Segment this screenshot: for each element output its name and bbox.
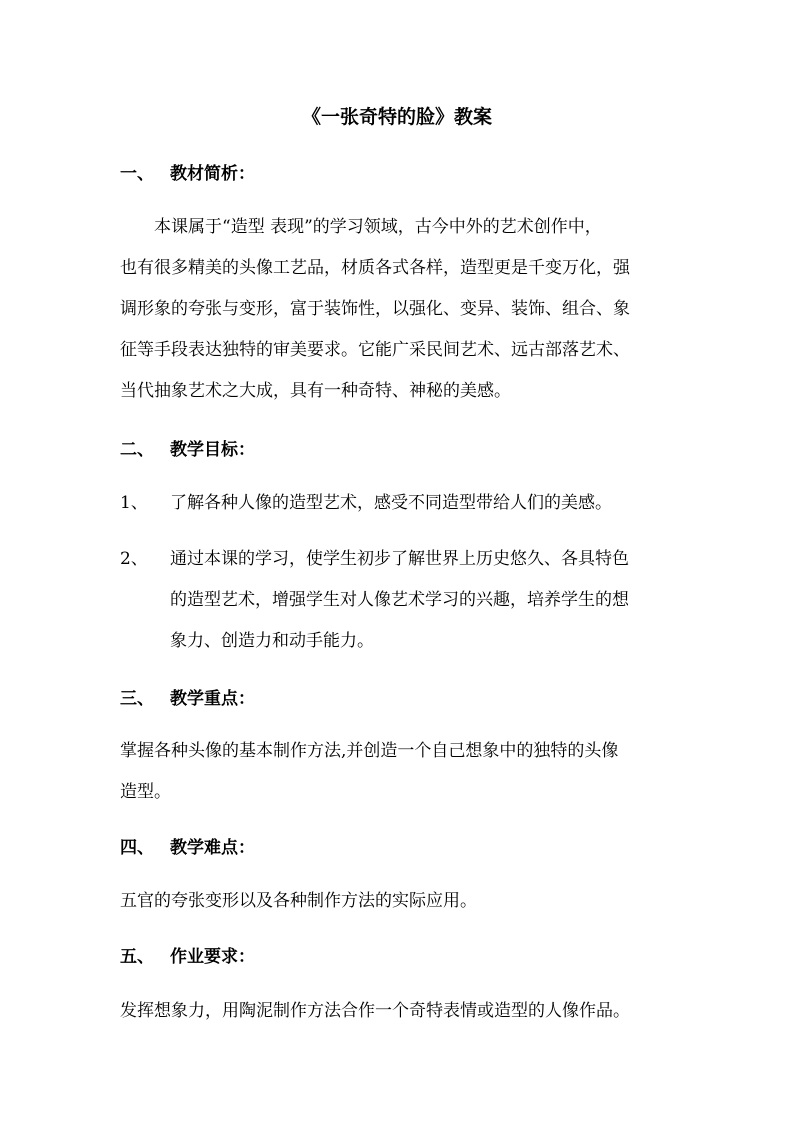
list-item-body bbox=[170, 483, 680, 524]
section-assignment-paragraph bbox=[120, 991, 675, 1032]
section-heading-analysis bbox=[120, 161, 255, 187]
paragraph-line: 发挥想象力，用陶泥制作方法合作一个奇特表情或造型的人像作品。 bbox=[120, 1001, 630, 1021]
list-marker: 1、 bbox=[120, 493, 148, 513]
paragraph-line: 五官的夸张变形以及各种制作方法的实际应用。 bbox=[120, 891, 477, 911]
section-heading-difficulties bbox=[120, 835, 255, 861]
section-number: 四、 bbox=[120, 838, 154, 858]
section-heading-key-points bbox=[120, 686, 255, 712]
list-item-line: 了解各种人像的造型艺术，感受不同造型带给人们的美感。 bbox=[170, 493, 612, 513]
list-item-body bbox=[170, 539, 680, 662]
section-heading-label: 教材简析： bbox=[170, 164, 255, 184]
section-key-points-paragraph bbox=[120, 731, 675, 813]
section-heading-label: 教学重点： bbox=[170, 689, 255, 709]
paragraph-line: 掌握各种头像的基本制作方法,并创造一个自己想象中的独特的头像 bbox=[120, 741, 619, 761]
section-heading-label: 教学目标： bbox=[170, 440, 255, 460]
list-marker: 2、 bbox=[120, 549, 148, 569]
section-number: 三、 bbox=[120, 689, 154, 709]
section-number: 五、 bbox=[120, 947, 154, 967]
paragraph-line: 征等手段表达独特的审美要求。它能广采民间艺术、远古部落艺术、 bbox=[120, 340, 630, 360]
section-difficulties-paragraph bbox=[120, 881, 675, 922]
list-item-line: 通过本课的学习，使学生初步了解世界上历史悠久、各具特色 bbox=[170, 549, 629, 569]
list-item-line: 象力、创造力和动手能力。 bbox=[170, 631, 374, 651]
section-heading-assignment bbox=[120, 944, 255, 970]
paragraph-line: 也有很多精美的头像工艺品，材质各式各样，造型更是千变万化，强 bbox=[120, 258, 630, 278]
page-title: 《一张奇特的脸》教案 bbox=[301, 106, 492, 128]
section-heading-goals bbox=[120, 437, 255, 463]
section-number: 一、 bbox=[120, 164, 154, 184]
paragraph-line: 造型。 bbox=[120, 782, 171, 802]
goal-list-item bbox=[120, 483, 680, 524]
section-heading-label: 作业要求： bbox=[170, 947, 255, 967]
list-item-line: 的造型艺术，增强学生对人像艺术学习的兴趣，培养学生的想 bbox=[170, 590, 629, 610]
paragraph-line: 本课属于“造型 表现”的学习领域，古今中外的艺术创作中， bbox=[120, 217, 602, 237]
section-analysis-paragraph bbox=[120, 207, 675, 412]
paragraph-line: 调形象的夸张与变形，富于装饰性，以强化、变异、装饰、组合、象 bbox=[120, 299, 630, 319]
paragraph-line: 当代抽象艺术之大成，具有一种奇特、神秘的美感。 bbox=[120, 381, 511, 401]
section-heading-label: 教学难点： bbox=[170, 838, 255, 858]
section-number: 二、 bbox=[120, 440, 154, 460]
goal-list-item bbox=[120, 539, 680, 662]
